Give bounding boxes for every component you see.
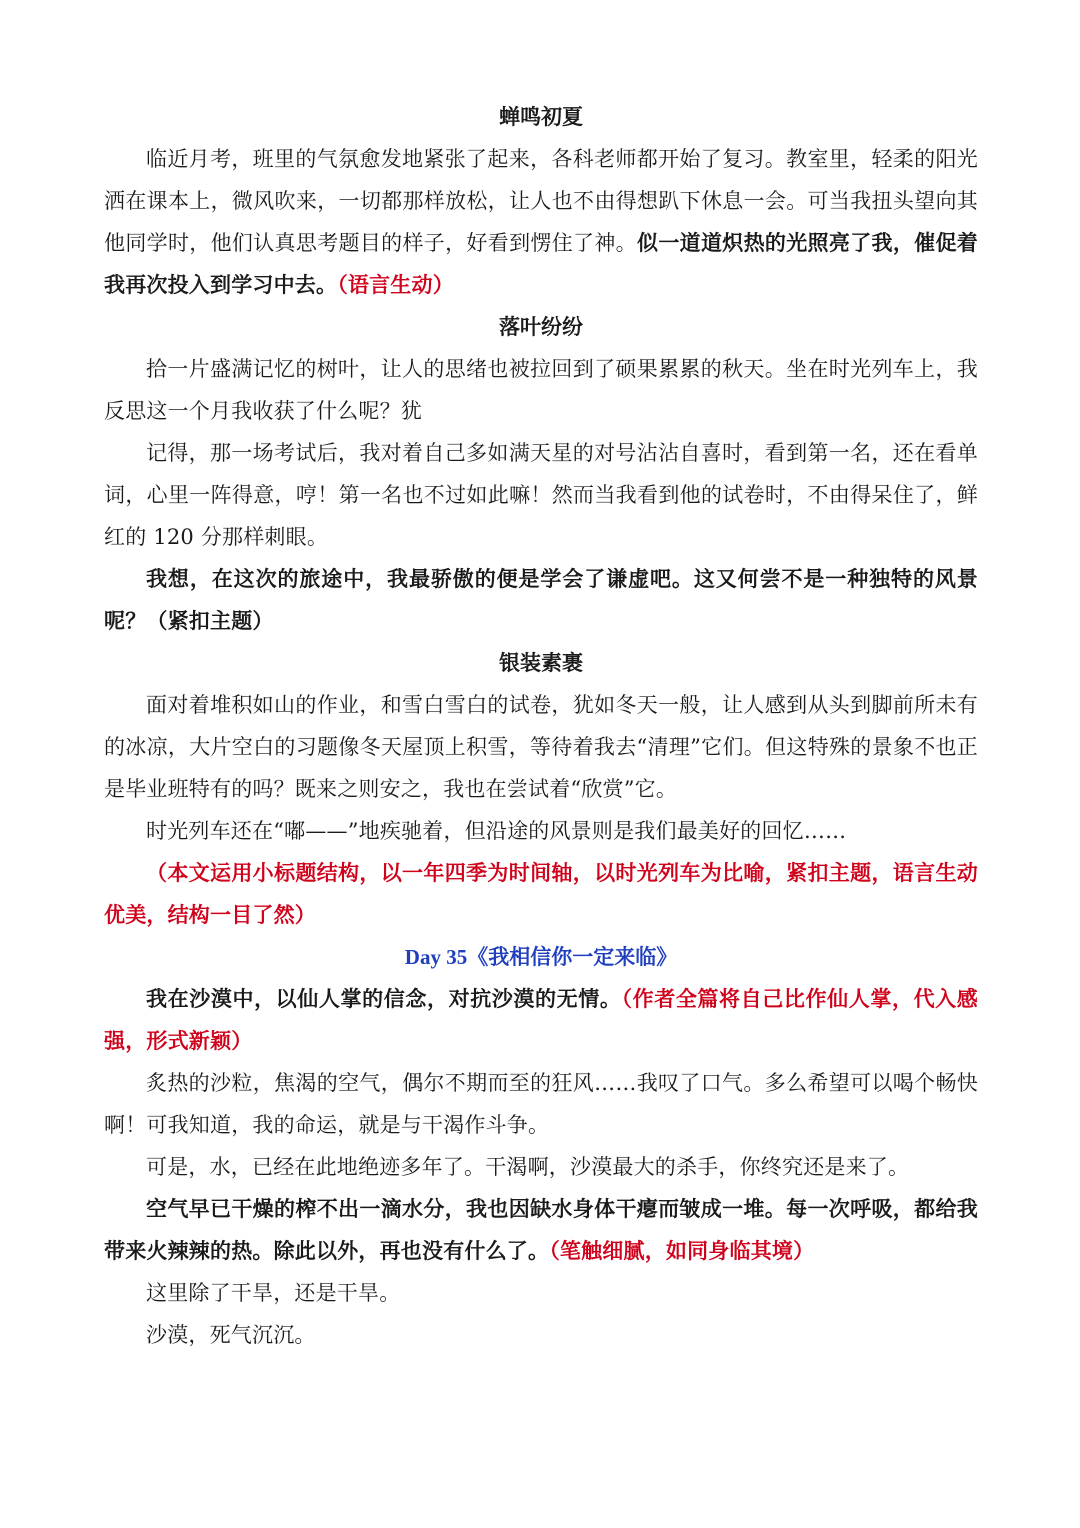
paragraph-summer bbox=[104, 138, 978, 306]
paragraph-autumn-2: 记得，那一场考试后，我对着自己多如满天星的对号沾沾自喜时，看到第一名，还在看单词，心里一阵得意，哼！第一名也不过如此嘛！然而当我看到他的试卷时，不由得呆住了，鲜红的 120 分那样刺眼。 bbox=[104, 441, 978, 549]
section-title-winter: 银装素裹 bbox=[499, 650, 583, 675]
paragraph-text: 临近月考，班里的气氛愈发地紧张了起来，各科老师都开始了复习。教室里，轻柔的阳光洒在课本上，微风吹来，一切都那样放松，让人也不由得想趴下休息一会。可当我扭头望向其他同学时，他们认真思考题目的样子，好看到愣住了神。 bbox=[104, 147, 978, 255]
paragraph-desert-4 bbox=[104, 1188, 978, 1272]
paragraph-autumn-1: 拾一片盛满记忆的树叶，让人的思绪也被拉回到了硕果累累的秋天。坐在时光列车上，我反思这一个月我收获了什么呢？犹 bbox=[104, 357, 978, 423]
paragraph-desert-3: 可是，水，已经在此地绝迹多年了。干渴啊，沙漠最大的杀手，你终究还是来了。 bbox=[146, 1155, 910, 1179]
essay-title: 《我相信你一定来临》 bbox=[467, 944, 678, 969]
bold-sentence: 我想，在这次的旅途中，我最骄傲的便是学会了谦虚吧。这又何尝不是一种独特的风景呢？ bbox=[104, 566, 978, 633]
bold-sentence: 似一道道炽热的光照亮了我，催促着我再次投入到学习中去。 bbox=[104, 230, 978, 297]
summary-comment: （本文运用小标题结构，以一年四季为时间轴，以时光列车为比喻，紧扣主题，语言生动优美，结构一目了然） bbox=[104, 860, 978, 927]
paragraph-desert-2: 炙热的沙粒，焦渴的空气，偶尔不期而至的狂风……我叹了口气。多么希望可以喝个畅快啊！可我知道，我的命运，就是与干渴作斗争。 bbox=[104, 1071, 978, 1137]
comment-note: （笔触细腻，如同身临其境） bbox=[549, 1238, 815, 1263]
bold-sentence: 我在沙漠中，以仙人掌的信念，对抗沙漠的无情。 bbox=[146, 986, 622, 1011]
paragraph-winter-1: 面对着堆积如山的作业，和雪白雪白的试卷，犹如冬天一般，让人感到从头到脚前所未有的冰凉，大片空白的习题像冬天屋顶上积雪，等待着我去“清理”它们。但这特殊的景象不也正是毕业班特有的吗？既来之则安之，我也在尝试着“欣赏”它。 bbox=[104, 693, 978, 801]
paragraph-desert-5: 这里除了干旱，还是干旱。 bbox=[146, 1281, 401, 1305]
day-label: Day 35 bbox=[404, 945, 468, 969]
comment-note: （作者全篇将自己比作仙人掌，代入感强，形式新颖） bbox=[104, 986, 978, 1053]
paragraph-desert-1 bbox=[104, 978, 978, 1062]
bold-sentence: 空气早已干燥的榨不出一滴水分，我也因缺水身体干瘪而皱成一堆。每一次呼吸，都给我带来火辣辣的热。除此以外，再也没有什么了。 bbox=[104, 1196, 978, 1263]
day-title bbox=[104, 936, 978, 978]
document-page bbox=[104, 96, 978, 1356]
section-title-autumn: 落叶纷纷 bbox=[499, 314, 583, 339]
comment-note: （语言生动） bbox=[337, 272, 454, 297]
section-title-summer: 蝉鸣初夏 bbox=[499, 104, 583, 129]
paragraph-winter-2: 时光列车还在“嘟——”地疾驰着，但沿途的风景则是我们最美好的回忆…… bbox=[146, 819, 847, 843]
paragraph-desert-6: 沙漠，死气沉沉。 bbox=[146, 1323, 316, 1347]
comment-note: （紧扣主题） bbox=[146, 608, 274, 633]
paragraph-autumn-3 bbox=[104, 558, 978, 642]
